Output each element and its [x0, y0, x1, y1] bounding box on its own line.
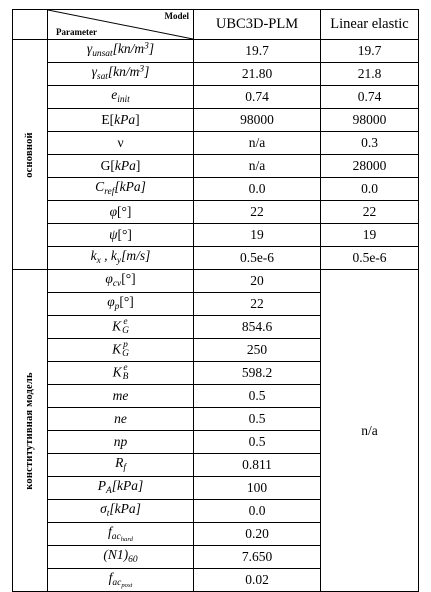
param-nu: ν: [48, 132, 194, 155]
linear-na-cell: n/a: [321, 270, 419, 592]
ubc3d-value: 0.20: [194, 523, 321, 546]
param-r-f: $R_f$: [48, 454, 194, 477]
param-n1-60: $(N1)_{60}$: [48, 546, 194, 569]
linear-value: 21.8: [321, 63, 419, 86]
ubc3d-value: 0.5: [194, 385, 321, 408]
table-row: [13, 40, 419, 63]
ubc3d-value: 0.5: [194, 431, 321, 454]
linear-value: 28000: [321, 155, 419, 178]
ubc3d-value: 598.2: [194, 362, 321, 385]
ubc3d-value: 250: [194, 339, 321, 362]
ubc3d-value: n/a: [194, 132, 321, 155]
table-row: [13, 132, 419, 155]
param-phi-p: $\varphi_p[^\circ]$: [48, 293, 194, 316]
table-row: [13, 224, 419, 247]
param-gamma-sat: $\gamma_{sat}[kn/m^3]$: [48, 63, 194, 86]
linear-value: 0.74: [321, 86, 419, 109]
group-label-basic: основной: [13, 40, 48, 270]
linear-value: 22: [321, 201, 419, 224]
table-row: [13, 270, 419, 293]
ubc3d-value: 100: [194, 477, 321, 500]
ubc3d-value: 0.0: [194, 178, 321, 201]
param-k-g-p: K p G: [48, 339, 194, 362]
ubc3d-value: 0.74: [194, 86, 321, 109]
model-parameter-header: [48, 10, 194, 40]
param-gamma-unsat: $\gamma_{unsat}[kn/m^3]$: [48, 40, 194, 63]
param-phi-cv: $\varphi_{cv}[^\circ]$: [48, 270, 194, 293]
ubc3d-value: 0.811: [194, 454, 321, 477]
param-me: me: [48, 385, 194, 408]
ubc3d-value: 98000: [194, 109, 321, 132]
linear-value: 19: [321, 224, 419, 247]
table-row: [13, 63, 419, 86]
ubc3d-value: 0.5: [194, 408, 321, 431]
parameter-table: [12, 9, 419, 592]
corner-cell: [13, 10, 48, 40]
header-row: [13, 10, 419, 40]
ubc3d-value: 0.02: [194, 569, 321, 592]
table-row: [13, 109, 419, 132]
param-p-a: $P_A[kPa]$: [48, 477, 194, 500]
table-row: [13, 155, 419, 178]
linear-value: 19.7: [321, 40, 419, 63]
param-k: $k_x$ , $k_y[m/s]$: [48, 247, 194, 270]
ubc3d-value: 22: [194, 201, 321, 224]
linear-value: 0.5e-6: [321, 247, 419, 270]
ubc3d-value: 0.0: [194, 500, 321, 523]
param-np: np: [48, 431, 194, 454]
ubc3d-value: 7.650: [194, 546, 321, 569]
column-header-ubc3d: UBC3D-PLM: [194, 10, 321, 40]
group-label-constitutive: конститутивная модель: [13, 270, 48, 592]
linear-value: 0.3: [321, 132, 419, 155]
param-g-modulus: G[kPa]: [48, 155, 194, 178]
param-k-b-e: K e B: [48, 362, 194, 385]
ubc3d-value: 22: [194, 293, 321, 316]
param-ne: ne: [48, 408, 194, 431]
ubc3d-value: 854.6: [194, 316, 321, 339]
model-label: Model: [164, 11, 189, 21]
param-c-ref: $C_{ref}[kPa]$: [48, 178, 194, 201]
param-psi: ψ[°]: [48, 224, 194, 247]
param-fac-post: $f_{ac_{post}}$: [48, 569, 194, 592]
ubc3d-value: 19: [194, 224, 321, 247]
table-row: [13, 86, 419, 109]
param-fac-hard: $f_{ac_{hard}}$: [48, 523, 194, 546]
parameter-label: Parameter: [56, 27, 97, 37]
ubc3d-value: n/a: [194, 155, 321, 178]
table-row: [13, 178, 419, 201]
param-phi: φ[°]: [48, 201, 194, 224]
table-row: [13, 201, 419, 224]
param-e-modulus: E[kPa]: [48, 109, 194, 132]
ubc3d-value: 0.5e-6: [194, 247, 321, 270]
ubc3d-value: 20: [194, 270, 321, 293]
param-k-g-e: K e G: [48, 316, 194, 339]
table-row: [13, 247, 419, 270]
ubc3d-value: 21.80: [194, 63, 321, 86]
ubc3d-value: 19.7: [194, 40, 321, 63]
param-sigma-t: $\sigma_t[kPa]$: [48, 500, 194, 523]
column-header-linear: Linear elastic: [321, 10, 419, 40]
linear-value: 98000: [321, 109, 419, 132]
linear-value: 0.0: [321, 178, 419, 201]
param-e-init: $e_{init}$: [48, 86, 194, 109]
